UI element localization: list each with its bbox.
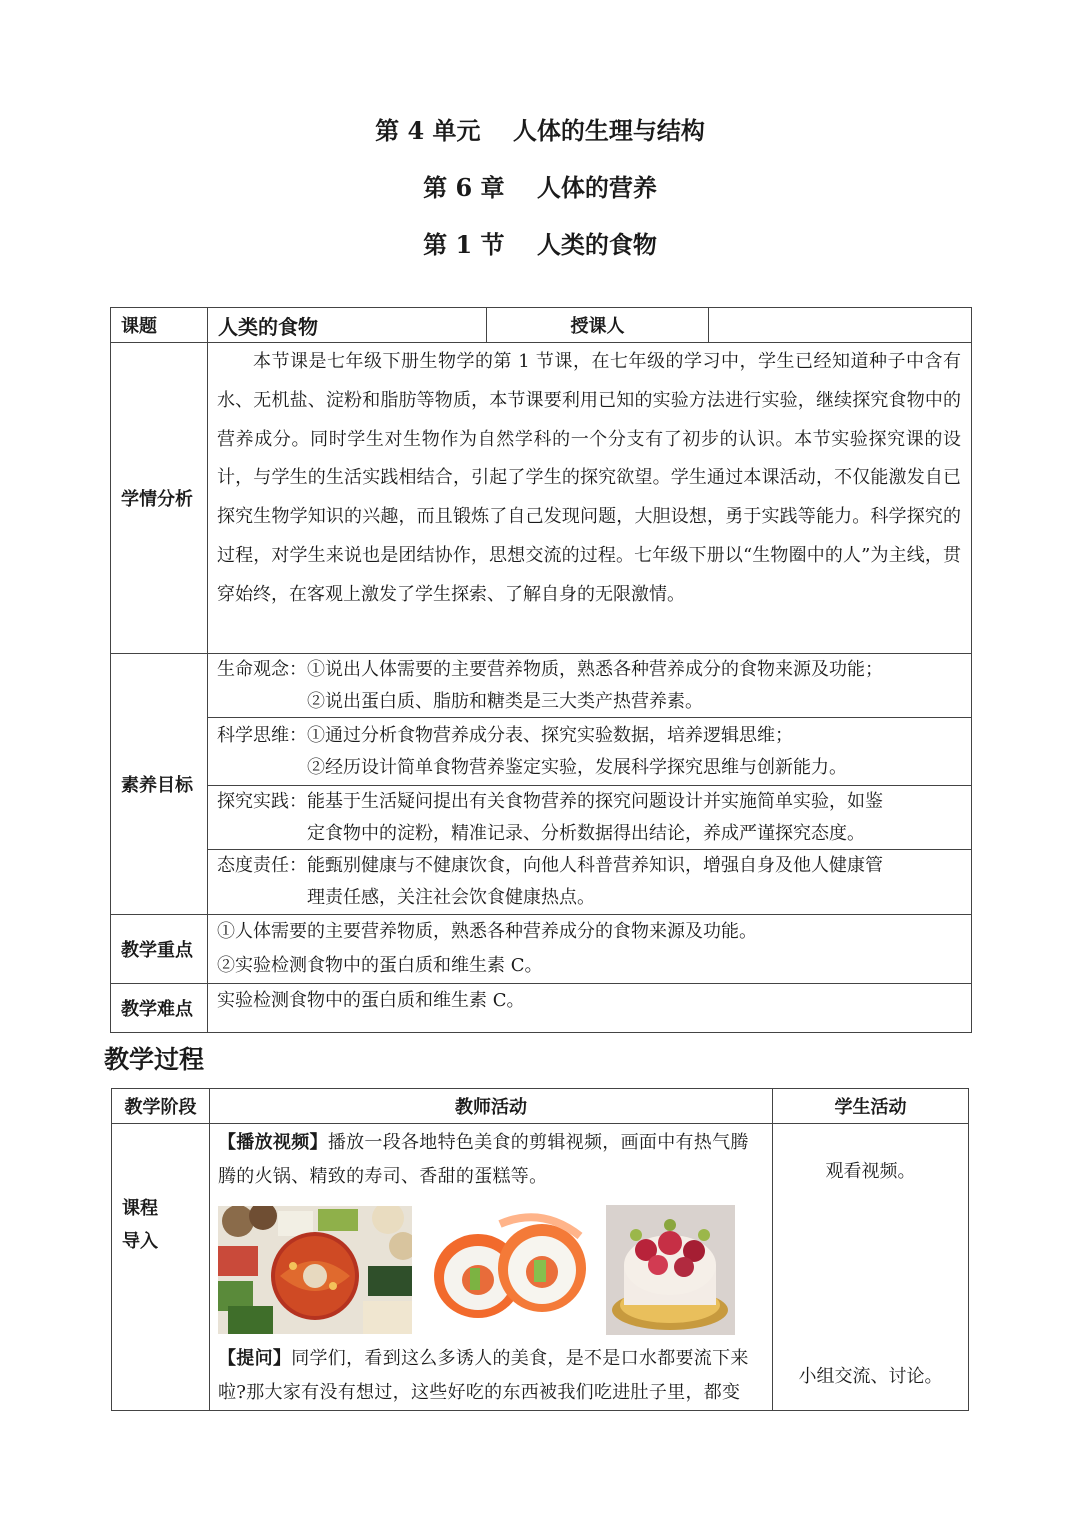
goal-line: ②说出蛋白质、脂肪和糖类是三大类产热营养素。 bbox=[307, 690, 703, 712]
lesson-info-table bbox=[110, 307, 972, 1033]
goal-prefix: 科学思维： bbox=[217, 725, 307, 746]
video-text: 播放一段各地特色美食的剪辑视频，画面中有热气腾腾的火锅、精致的寿司、香甜的蛋糕等。 bbox=[218, 1132, 749, 1187]
document-header bbox=[0, 108, 1080, 279]
key-point: ②实验检测食物中的蛋白质和维生素 C。 bbox=[217, 955, 543, 976]
student-discuss: 小组交流、讨论。 bbox=[798, 1366, 943, 1387]
column-header: 学生活动 bbox=[773, 1089, 969, 1124]
goal-attitude-responsibility bbox=[208, 850, 972, 915]
goal-prefix: 态度责任： bbox=[217, 855, 307, 876]
goal-line: 定食物中的淀粉，精准记录、分析数据得出结论，养成严谨探究态度。 bbox=[307, 822, 865, 844]
goal-life-concept bbox=[208, 654, 972, 718]
goal-line: ①通过分析食物营养成分表、探究实验数据，培养逻辑思维； bbox=[307, 725, 793, 746]
goal-prefix: 生命观念： bbox=[217, 659, 307, 680]
food-photos bbox=[218, 1202, 764, 1338]
analysis-text: 本节课是七年级下册生物学的第 1 节课，在七年级的学习中，学生已经知道种子中含有水、无机盐、淀粉和脂肪等物质，本节课要利用已知的实验方法进行实验，继续探究食物中的营养成分。同时学生对生物作为自然学科的一个分支有了初步的认识。本节实验探究课的设计，与学生的生活实践相结合，引起了学生的探究欲望。学生通过本课活动，不仅能激发自已探究生物学知识的兴趣，而且锻炼了自己发现问题，大胆设想，勇于实践等能力。科学探究的过程，对学生来说也是团结协作，思想交流的过程。七年级下册以“生物圈中的人”为主线，贯穿始终，在客观上激发了学生探索、了解自身的无限激情。 bbox=[208, 343, 972, 654]
unit-title: 第 4 单元 人体的生理与结构 bbox=[375, 116, 705, 145]
topic-label: 课题 bbox=[111, 308, 208, 343]
goal-line: 能基于生活疑问提出有关食物营养的探究问题设计并实施简单实验，如鉴 bbox=[307, 791, 883, 812]
key-point: ①人体需要的主要营养物质，熟悉各种营养成分的食物来源及功能。 bbox=[217, 921, 757, 942]
stage-label: 导入 bbox=[122, 1231, 158, 1252]
cake-image bbox=[606, 1205, 735, 1335]
column-header: 教学阶段 bbox=[112, 1089, 210, 1124]
teacher-label: 授课人 bbox=[487, 308, 709, 343]
difficulty-text: 实验检测食物中的蛋白质和维生素 C。 bbox=[208, 984, 972, 1033]
chapter-title: 第 6 章 人体的营养 bbox=[423, 173, 657, 202]
goal-prefix: 探究实践： bbox=[217, 791, 307, 812]
process-heading: 教学过程 bbox=[104, 1045, 205, 1074]
section-title: 第 1 节 人类的食物 bbox=[423, 230, 657, 259]
teacher-value bbox=[709, 308, 972, 343]
question-text: 同学们，看到这么多诱人的美食，是不是口水都要流下来啦?那大家有没有想过，这些好吃的东西被我们吃进肚子里，都变 bbox=[218, 1348, 749, 1403]
goal-line: ②经历设计简单食物营养鉴定实验，发展科学探究思维与创新能力。 bbox=[307, 756, 847, 778]
stage-label: 课程 bbox=[122, 1198, 158, 1219]
goal-scientific-thinking bbox=[208, 718, 972, 786]
analysis-label: 学情分析 bbox=[111, 343, 208, 654]
hotpot-image bbox=[218, 1206, 412, 1334]
student-activity bbox=[773, 1124, 969, 1411]
goals-label: 素养目标 bbox=[111, 654, 208, 915]
teaching-process-table bbox=[111, 1088, 969, 1411]
goal-inquiry-practice bbox=[208, 786, 972, 850]
student-watch: 观看视频。 bbox=[825, 1161, 916, 1182]
difficulty-label: 教学难点 bbox=[111, 984, 208, 1033]
question-tag: 【提问】 bbox=[218, 1348, 292, 1369]
stage-cell bbox=[112, 1124, 210, 1411]
sushi-image bbox=[430, 1206, 588, 1334]
video-tag: 【播放视频】 bbox=[218, 1132, 328, 1153]
topic-value: 人类的食物 bbox=[208, 308, 487, 343]
column-header: 教师活动 bbox=[210, 1089, 773, 1124]
goal-line: 能甄别健康与不健康饮食，向他人科普营养知识，增强自身及他人健康管 bbox=[307, 855, 883, 876]
teacher-activity bbox=[210, 1124, 773, 1411]
goal-line: ①说出人体需要的主要营养物质，熟悉各种营养成分的食物来源及功能； bbox=[307, 659, 883, 680]
key-points bbox=[208, 915, 972, 984]
key-points-label: 教学重点 bbox=[111, 915, 208, 984]
goal-line: 理责任感，关注社会饮食健康热点。 bbox=[307, 886, 595, 908]
